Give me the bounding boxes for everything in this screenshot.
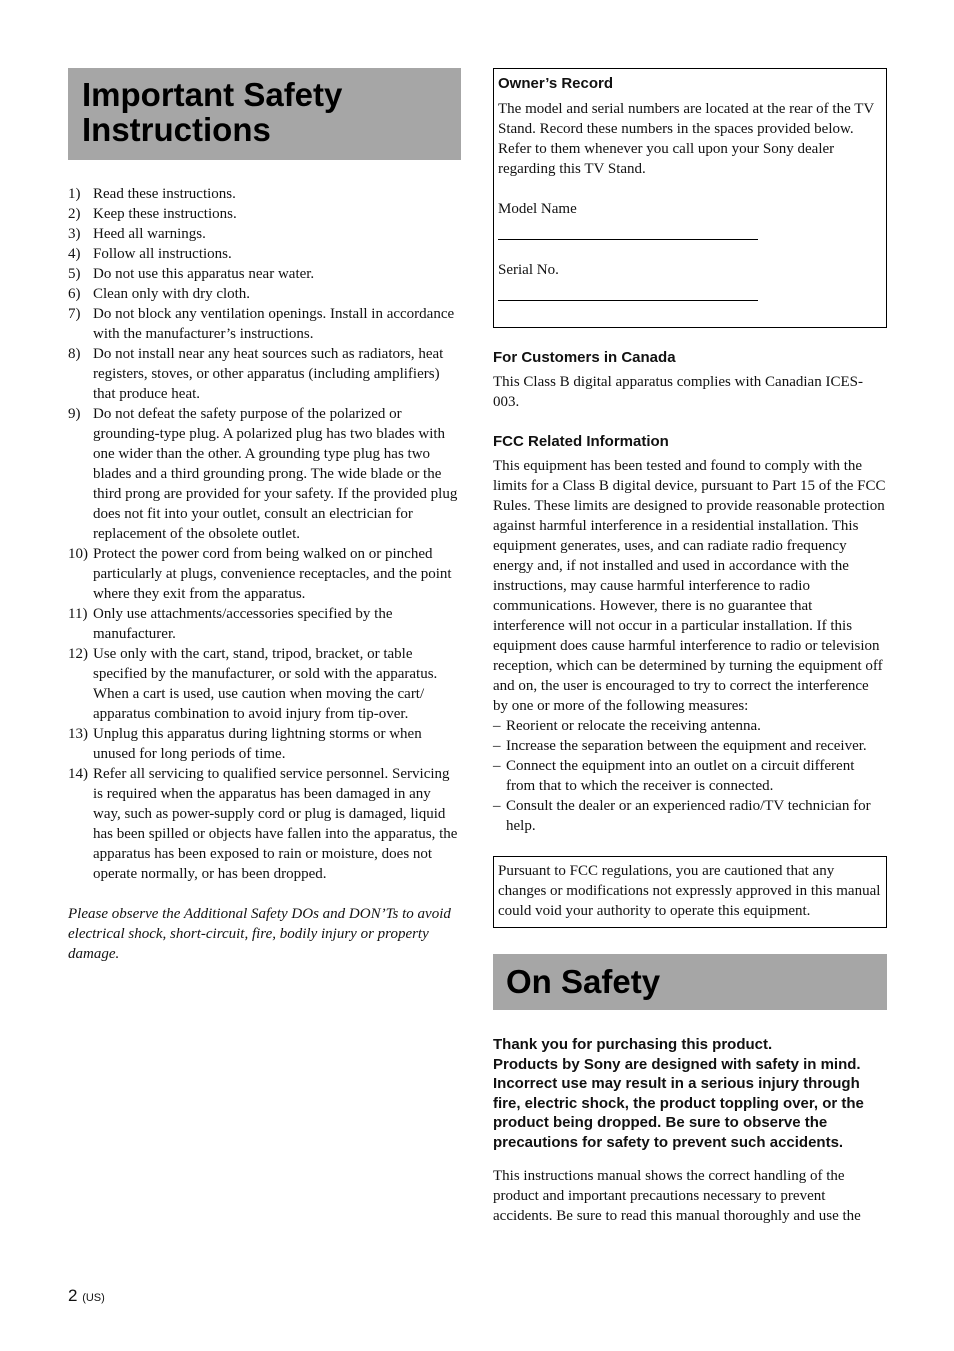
list-item: 9) Do not defeat the safety purpose of the polarized or grounding-type plug. A polarized plug has two blades with one wider than the other. A grounding type plug has two blades and a third grounding prong. The wide blade or the third prong are provided for your safety. If the provided plug does not fit into your outlet, consult an electrician for replacement of the obsolete outlet. <box>68 406 458 542</box>
fcc-section <box>493 432 887 836</box>
list-item: 13) Unplug this apparatus during lightning storms or when unused for long periods of time. <box>68 726 422 762</box>
model-name-field[interactable] <box>498 219 758 240</box>
list-item: – Reorient or relocate the receiving antenna. <box>493 718 761 734</box>
thank-you-text: Thank you for purchasing this product. <box>493 1036 773 1053</box>
page-number: 2 <box>68 1286 78 1305</box>
list-item: 5) Do not use this apparatus near water. <box>68 266 315 282</box>
safety-design-text: Products by Sony are designed with safety in mind. Incorrect use may result in a serious injury through fire, electric shock, the product toppling over, or the product being dropped. Be sure to observe the precautions for safety to prevent such accidents. <box>493 1055 864 1151</box>
list-item: – Connect the equipment into an outlet on a circuit different from that to which the receiver is connected. <box>493 758 855 794</box>
left-column <box>68 68 461 964</box>
on-safety-intro <box>493 1035 887 1152</box>
on-safety-title: On Safety <box>493 954 887 1010</box>
right-column <box>493 68 887 1226</box>
list-item: 8) Do not install near any heat sources such as radiators, heat registers, stoves, or other apparatus (including amplifiers) that produce heat. <box>68 346 444 402</box>
list-item: – Increase the separation between the equipment and receiver. <box>493 738 867 754</box>
fcc-caution-box: Pursuant to FCC regulations, you are cautioned that any changes or modifications not expressly approved in this manual could void your authority to operate this equipment. <box>493 856 887 928</box>
serial-no-label: Serial No. <box>498 262 559 278</box>
list-item: 10) Protect the power cord from being walked on or pinched particularly at plugs, convenience receptacles, and the point where they exit from the apparatus. <box>68 546 452 602</box>
list-item: 3) Heed all warnings. <box>68 226 206 242</box>
model-name-label: Model Name <box>498 201 577 217</box>
safety-note: Please observe the Additional Safety DOs and DON’Ts to avoid electrical shock, short-circuit, fire, bodily injury or property damage. <box>68 906 451 962</box>
owners-record-box <box>493 68 887 328</box>
list-item: 11) Only use attachments/accessories specified by the manufacturer. <box>68 606 393 642</box>
canada-section <box>493 348 887 412</box>
instructions-list <box>68 184 461 884</box>
region-code: (US) <box>82 1292 105 1304</box>
canada-heading: For Customers in Canada <box>493 349 676 366</box>
owners-record-text-2: Refer to them whenever you call upon your Sony dealer regarding this TV Stand. <box>498 141 835 177</box>
list-item: 7) Do not block any ventilation openings. Install in accordance with the manufacturer’s instructions. <box>68 306 455 342</box>
list-item: – Consult the dealer or an experienced radio/TV technician for help. <box>493 798 871 834</box>
list-item: 12) Use only with the cart, stand, tripod, bracket, or table specified by the manufacturer, or sold with the apparatus. When a cart is used, use caution when moving the cart/ apparatus combination to avoid injury from tip-over. <box>68 646 438 722</box>
list-item: 4) Follow all instructions. <box>68 246 232 262</box>
fcc-text: This equipment has been tested and found to comply with the limits for a Class B digital device, pursuant to Part 15 of the FCC Rules. These limits are designed to provide reasonable protection against harmful interference in a residential installation. This equipment generates, uses, and can radiate radio frequency energy and, if not installed and used in accordance with the instructions, may cause harmful interference to radio communications. However, there is no guarantee that interference will not occur in a particular installation. If this equipment does cause harmful interference to radio or television reception, which can be determined by turning the equipment off and on, the user is encouraged to try to correct the interference by one or more of the following measures: <box>493 458 886 714</box>
title-line-2: Instructions <box>82 111 271 148</box>
canada-text: This Class B digital apparatus complies with Canadian ICES-003. <box>493 374 863 410</box>
serial-no-field[interactable] <box>498 280 758 301</box>
fcc-measures-list <box>493 716 887 836</box>
important-safety-title <box>68 68 461 160</box>
list-item: 1) Read these instructions. <box>68 186 236 202</box>
title-line-1: Important Safety <box>82 76 343 113</box>
list-item: 2) Keep these instructions. <box>68 206 237 222</box>
owners-record-heading: Owner’s Record <box>498 75 614 92</box>
fcc-heading: FCC Related Information <box>493 433 669 450</box>
page-footer <box>68 1286 105 1308</box>
list-item: 6) Clean only with dry cloth. <box>68 286 251 302</box>
list-item: 14) Refer all servicing to qualified service personnel. Servicing is required when the apparatus has been damaged in any way, such as power-supply cord or plug is damaged, liquid has been spilled or objects have fallen into the apparatus, the apparatus has been exposed to rain or moisture, does not operate normally, or has been dropped. <box>68 766 458 882</box>
owners-record-text: The model and serial numbers are located at the rear of the TV Stand. Record these numbers in the spaces provided below. <box>498 101 874 137</box>
on-safety-text: This instructions manual shows the correct handling of the product and important precautions necessary to prevent accidents. Be sure to read this manual thoroughly and use the <box>493 1168 861 1224</box>
